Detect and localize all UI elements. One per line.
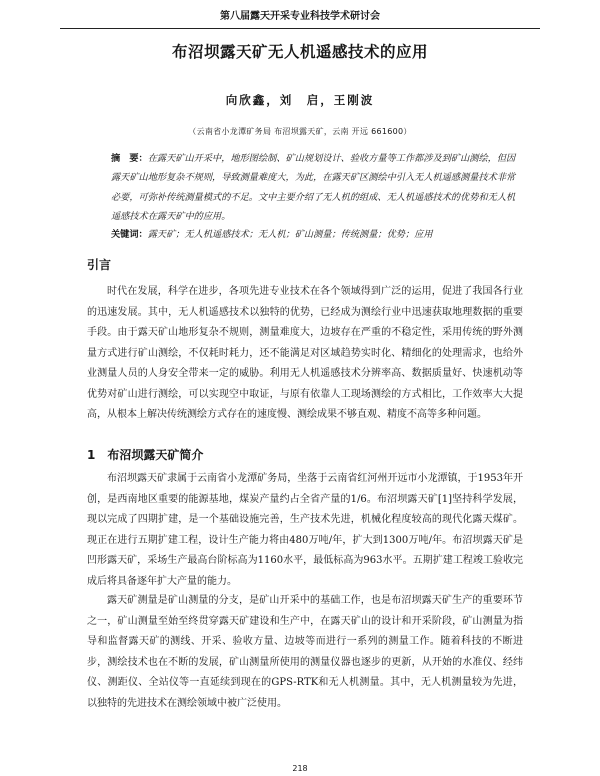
abstract-text: 在露天矿山开采中，地形图绘制、矿山规划设计、验收方量等工作都涉及到矿山测绘，但因露天矿山地形复杂不规则，导致测量难度大，为此，在露天矿区测绘中引入无人机遥感测量技术非常必要，可弥补传统测量模式的不足。文中主要介绍了无人机的组成、无人机遥感技术的优势和无人机遥感技术在露天矿中的应用。: [111, 153, 516, 222]
intro-heading: 引言: [87, 258, 112, 272]
keywords-block: [111, 225, 521, 244]
keywords-label: 关键词：: [111, 229, 148, 240]
header-text: 第八届露天开采专业科技学术研讨会: [220, 11, 380, 22]
intro-paragraph: 时代在发展，科学在进步，各项先进专业技术在各个领域得到广泛的运用，促进了我国各行业的迅速发展。其中，无人机遥感技术以独特的优势，已经成为测绘行业中迅速获取地理数据的重要手段。由于露天矿山地形复杂不规则，测量难度大，边坡存在严重的不稳定性，采用传统的野外测量方式进行矿山测绘，不仅耗时耗力，还不能满足对区域趋势实时化、精细化的处理需求，也给外业测量人员的人身安全带来一定的威胁。利用无人机遥感技术分辨率高、数据质量好、快速机动等优势对矿山进行测绘，可以实现空中取证，与原有依靠人工现场测绘的方式相比，工作效率大大提高，从根本上解决传统测绘方式存在的速度慢、测绘成果不够直观、精度不高等多种问题。: [87, 286, 523, 420]
section1-paragraph-1: 布沼坝露天矿隶属于云南省小龙潭矿务局，坐落于云南省红河州开远市小龙潭镇，于1953年开创，是西南地区重要的能源基地，煤炭产量约占全省产量的1/6。布沼坝露天矿[1]坚持科学发展，现以完成了四期扩建，是一个基础设施完善，生产技术先进，机械化程度较高的现代化露天煤矿。现正在进行五期扩建工程，设计生产能力将由480万吨/年，扩大到1300万吨/年。布沼坝露天矿是凹形露天矿，采场生产最高台阶标高为1160水平，最低标高为963水平。五期扩建工程竣工验收完成后将具备逐年扩大产量的能力。: [87, 473, 523, 587]
affiliation: （云南省小龙潭矿务局 布沼坝露天矿，云南 开远 661600）: [188, 127, 412, 136]
keywords-text: 露天矿；无人机遥感技术；无人机；矿山测量；传统测量；优势；应用: [147, 229, 433, 240]
abstract-block: [111, 149, 521, 226]
author-list: 向欣鑫，刘 启，王刚波: [225, 93, 375, 107]
section1-paragraph-2: 露天矿测量是矿山测量的分支，是矿山开采中的基础工作，也是布沼坝露天矿生产的重要环节之一，矿山测量至始至终贯穿露天矿建设和生产中，在露天矿山的设计和开采阶段，矿山测量为指导和监督露天矿的测线、开采、验收方量、边坡等而进行一系列的测量工作。随着科技的不断进步，测绘技术也在不断的发展，矿山测量所使用的测量仪器也逐步的更新，从开始的水准仪、经纬仪、测距仪、全站仪等一直延续到现在的GPS-RTK和无人机测量。其中，无人机测量较为先进，以独特的先进技术在测绘领域中被广泛使用。: [87, 595, 523, 709]
running-header: [60, 6, 540, 29]
abstract-label: 摘 要：: [111, 153, 148, 164]
section1-heading: 1 布沼坝露天矿简介: [87, 448, 204, 462]
paper-title: 布沼坝露天矿无人机遥感技术的应用: [171, 43, 428, 61]
page-number: 218: [292, 764, 308, 773]
